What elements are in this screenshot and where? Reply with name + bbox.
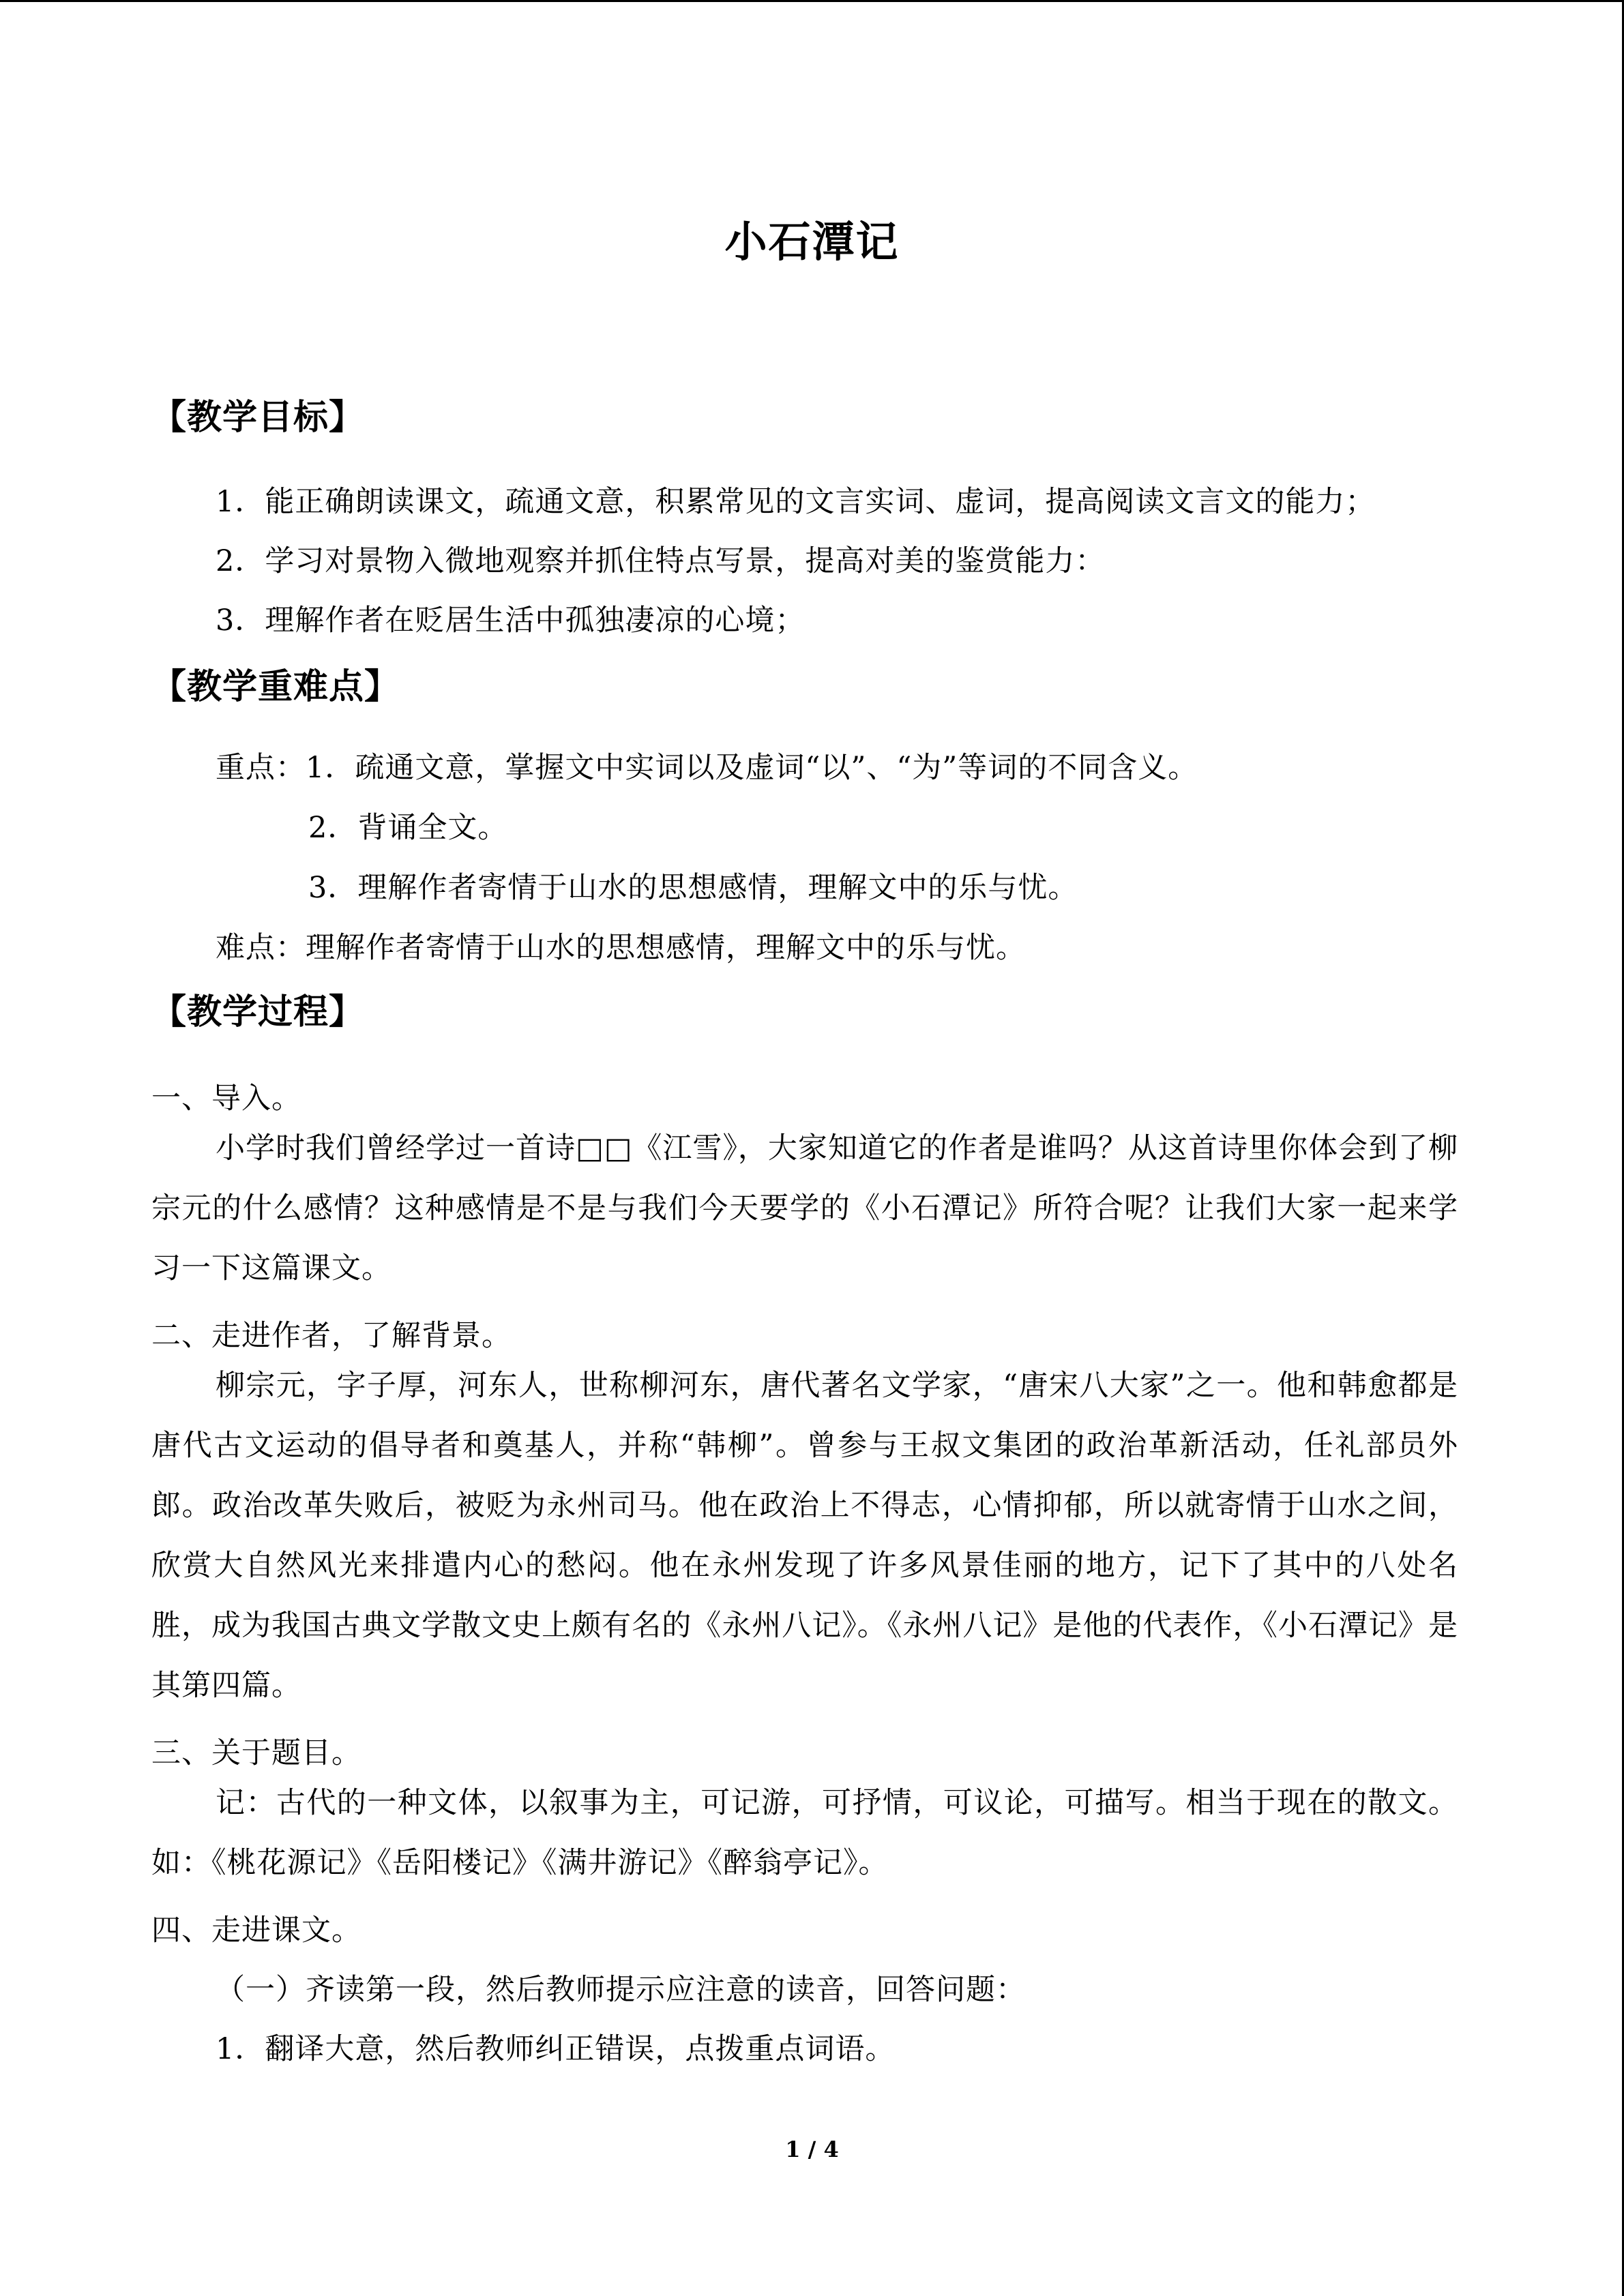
section-author-title: 二、走进作者，了解背景。 <box>151 1319 512 1353</box>
keypoints-heading: 【教学重难点】 <box>151 666 400 707</box>
keypoint-main-1: 重点：1．疏通文意，掌握文中实词以及虚词“以”、“为”等词的不同含义。 <box>216 751 1198 785</box>
keypoint-difficulty: 难点：理解作者寄情于山水的思想感情，理解文中的乐与忧。 <box>216 931 1026 965</box>
section-intro-title: 一、导入。 <box>151 1082 301 1116</box>
goal-item-1: 1．能正确朗读课文，疏通文意，积累常见的文言实词、虚词，提高阅读文言文的能力； <box>216 485 1376 519</box>
page-border-top <box>0 0 1624 2</box>
goals-heading: 【教学目标】 <box>151 397 365 438</box>
section-author-text: 柳宗元，字子厚，河东人，世称柳河东，唐代著名文学家，“唐宋八大家”之一。他和韩愈都是唐代古文运动的倡导者和奠基人，并称“韩柳”。曾参与王叔文集团的政治革新活动，任礼部员外郎。政治改革失败后，被贬为永州司马。他在政治上不得志，心情抑郁，所以就寄情于山水之间，欣赏大自然风光来排遣内心的愁闷。他在永州发现了许多风景佳丽的地方，记下了其中的八处名胜，成为我国古典文学散文史上颇有名的《永州八记》。《永州八记》是他的代表作，《小石潭记》是其第四篇。 <box>151 1369 1458 1703</box>
goal-item-3: 3．理解作者在贬居生活中孤独凄凉的心境； <box>216 603 806 638</box>
section-topic-text: 记：古代的一种文体，以叙事为主，可记游，可抒情，可议论，可描写。相当于现在的散文。如：《桃花源记》《岳阳楼记》《满井游记》《醉翁亭记》。 <box>151 1786 1458 1880</box>
section-text-item: 1．翻译大意，然后教师纠正错误，点拨重点词语。 <box>216 2032 896 2066</box>
section-text-title: 四、走进课文。 <box>151 1913 361 1948</box>
page-number: 1 / 4 <box>785 2136 839 2162</box>
section-text-sub: （一）齐读第一段，然后教师提示应注意的读音，回答问题： <box>216 1973 1026 2007</box>
keypoint-main-3: 3．理解作者寄情于山水的思想感情，理解文中的乐与忧。 <box>308 871 1078 905</box>
section-intro-text: 小学时我们曾经学过一首诗□□《江雪》，大家知道它的作者是谁吗？从这首诗里你体会到了柳宗元的什么感情？这种感情是不是与我们今天要学的《小石潭记》所符合呢？让我们大家一起来学习一下这篇课文。 <box>151 1131 1458 1285</box>
process-heading: 【教学过程】 <box>151 992 365 1032</box>
goal-item-2: 2．学习对景物入微地观察并抓住特点写景，提高对美的鉴赏能力： <box>216 544 1106 578</box>
document-title: 小石潭记 <box>724 217 900 267</box>
section-topic-title: 三、关于题目。 <box>151 1736 361 1770</box>
keypoint-main-2: 2．背诵全文。 <box>308 811 508 845</box>
